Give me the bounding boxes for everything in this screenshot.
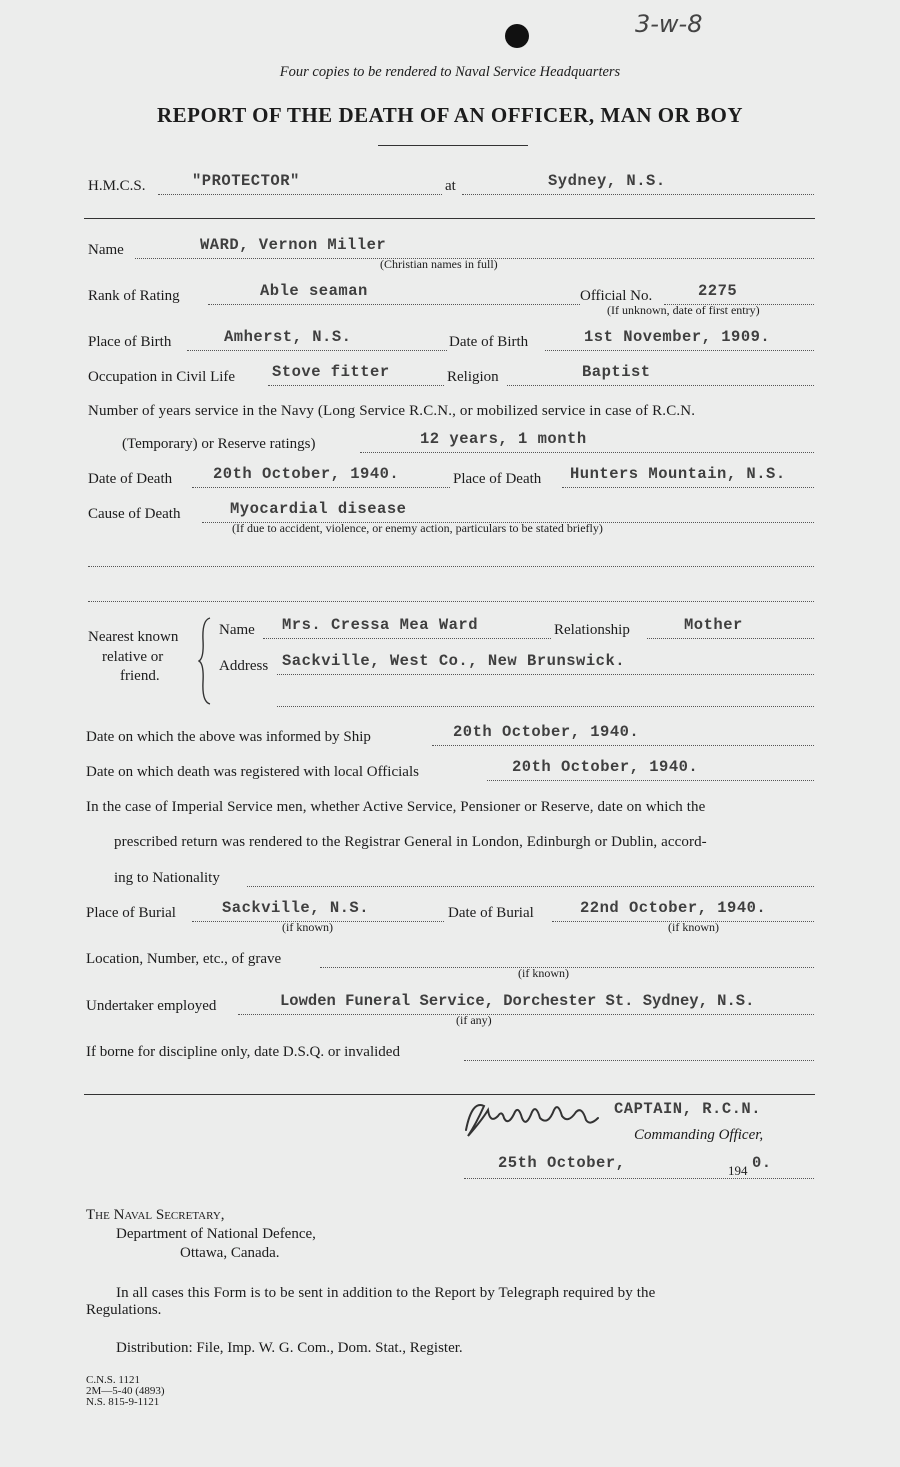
rank-label: Rank of Rating — [88, 288, 180, 304]
relationship-value: Mother — [684, 616, 743, 634]
relationship-label: Relationship — [554, 622, 630, 638]
service-line-2: (Temporary) or Reserve ratings) — [122, 436, 316, 452]
copies-note: Four copies to be rendered to Naval Service Headquarters — [279, 64, 621, 80]
form-code-2: 2M—5-40 (4893) — [86, 1385, 165, 1397]
occupation-label: Occupation in Civil Life — [88, 369, 236, 385]
relative-section-label-1: Nearest known — [88, 629, 179, 645]
department: Department of National Defence, — [116, 1226, 316, 1242]
dob-value: 1st November, 1909. — [584, 328, 771, 346]
ottawa: Ottawa, Canada. — [180, 1245, 280, 1261]
service-value: 12 years, 1 month — [420, 430, 587, 448]
divider-2 — [84, 1094, 815, 1095]
relative-section-label-2: relative or — [102, 649, 164, 665]
naval-secretary: The Naval Secretary, — [86, 1207, 225, 1223]
signature-year: 0. — [752, 1154, 772, 1172]
commanding-officer-label: Commanding Officer, — [634, 1127, 764, 1143]
at-value: Sydney, N.S. — [548, 172, 666, 190]
burial-place-value: Sackville, N.S. — [222, 899, 370, 917]
cause-label: Cause of Death — [88, 506, 181, 522]
at-label: at — [445, 178, 456, 194]
form-code-3: N.S. 815-9-1121 — [86, 1396, 160, 1408]
discipline-label: If borne for discipline only, date D.S.Q. or invalided — [86, 1044, 400, 1060]
service-line-1: Number of years service in the Navy (Long Service R.C.N., or mobilized service in case of R.C.N. — [88, 403, 696, 419]
pod-label: Place of Death — [453, 471, 542, 487]
dod-label: Date of Death — [88, 471, 173, 487]
signature-date: 25th October, — [498, 1154, 626, 1172]
grave-label: Location, Number, etc., of grave — [86, 951, 282, 967]
undertaker-note: (if any) — [456, 1013, 492, 1027]
form-code-1: C.N.S. 1121 — [86, 1374, 140, 1386]
relative-name-label: Name — [219, 622, 255, 638]
registered-label: Date on which death was registered with local Officials — [86, 764, 419, 780]
burial-date-label: Date of Burial — [448, 905, 534, 921]
religion-value: Baptist — [582, 363, 651, 381]
official-no-value: 2275 — [698, 282, 738, 300]
burial-place-note: (if known) — [282, 920, 333, 934]
imperial-line-1: In the case of Imperial Service men, whether Active Service, Pensioner or Reserve, date on which the — [86, 799, 706, 815]
hmcs-label: H.M.C.S. — [88, 178, 146, 194]
undertaker-label: Undertaker employed — [86, 998, 217, 1014]
cause-note: (If due to accident, violence, or enemy action, particulars to be stated briefly) — [232, 521, 603, 535]
relative-brace — [198, 616, 212, 706]
signature — [458, 1090, 618, 1150]
cause-value: Myocardial disease — [230, 500, 407, 518]
name-label: Name — [88, 242, 124, 258]
undertaker-value: Lowden Funeral Service, Dorchester St. Sydney, N.S. — [280, 992, 755, 1010]
imperial-line-2: prescribed return was rendered to the Registrar General in London, Edinburgh or Dublin, accord- — [114, 834, 707, 850]
relative-name-value: Mrs. Cressa Mea Ward — [282, 616, 479, 634]
rank-value: Able seaman — [260, 282, 368, 300]
instruction: In all cases this Form is to be sent in addition to the Report by Telegraph required by the — [116, 1285, 656, 1301]
imperial-line-3: ing to Nationality — [114, 870, 220, 886]
dob-label: Date of Birth — [449, 334, 529, 350]
address-value: Sackville, West Co., New Brunswick. — [282, 652, 626, 670]
religion-label: Religion — [447, 369, 499, 385]
page-title: REPORT OF THE DEATH OF AN OFFICER, MAN OR BOY — [156, 103, 744, 127]
signature-rank: CAPTAIN, R.C.N. — [614, 1100, 762, 1118]
informed-value: 20th October, 1940. — [453, 723, 640, 741]
registered-value: 20th October, 1940. — [512, 758, 699, 776]
birthplace-value: Amherst, N.S. — [224, 328, 352, 346]
instruction-2: Regulations. — [86, 1302, 162, 1318]
signature-year-prefix: 194 — [728, 1163, 748, 1178]
pod-value: Hunters Mountain, N.S. — [570, 465, 786, 483]
address-label: Address — [219, 658, 269, 674]
punch-hole — [505, 24, 529, 48]
grave-note: (if known) — [518, 966, 569, 980]
informed-label: Date on which the above was informed by Ship — [86, 729, 371, 745]
name-note: (Christian names in full) — [380, 257, 498, 271]
dod-value: 20th October, 1940. — [213, 465, 400, 483]
name-value: WARD, Vernon Miller — [200, 236, 387, 254]
relative-section-label-3: friend. — [120, 668, 160, 684]
official-no-label: Official No. — [580, 288, 653, 304]
title-rule — [378, 145, 528, 146]
burial-place-label: Place of Burial — [86, 905, 176, 921]
official-no-note: (If unknown, date of first entry) — [607, 303, 760, 317]
birthplace-label: Place of Birth — [88, 334, 172, 350]
burial-date-note: (if known) — [668, 920, 719, 934]
hmcs-value: "PROTECTOR" — [192, 172, 300, 190]
distribution: Distribution: File, Imp. W. G. Com., Dom. Stat., Register. — [116, 1340, 463, 1356]
divider-1 — [84, 218, 815, 219]
occupation-value: Stove fitter — [272, 363, 390, 381]
corner-note: 3-w-8 — [635, 10, 703, 38]
burial-date-value: 22nd October, 1940. — [580, 899, 767, 917]
